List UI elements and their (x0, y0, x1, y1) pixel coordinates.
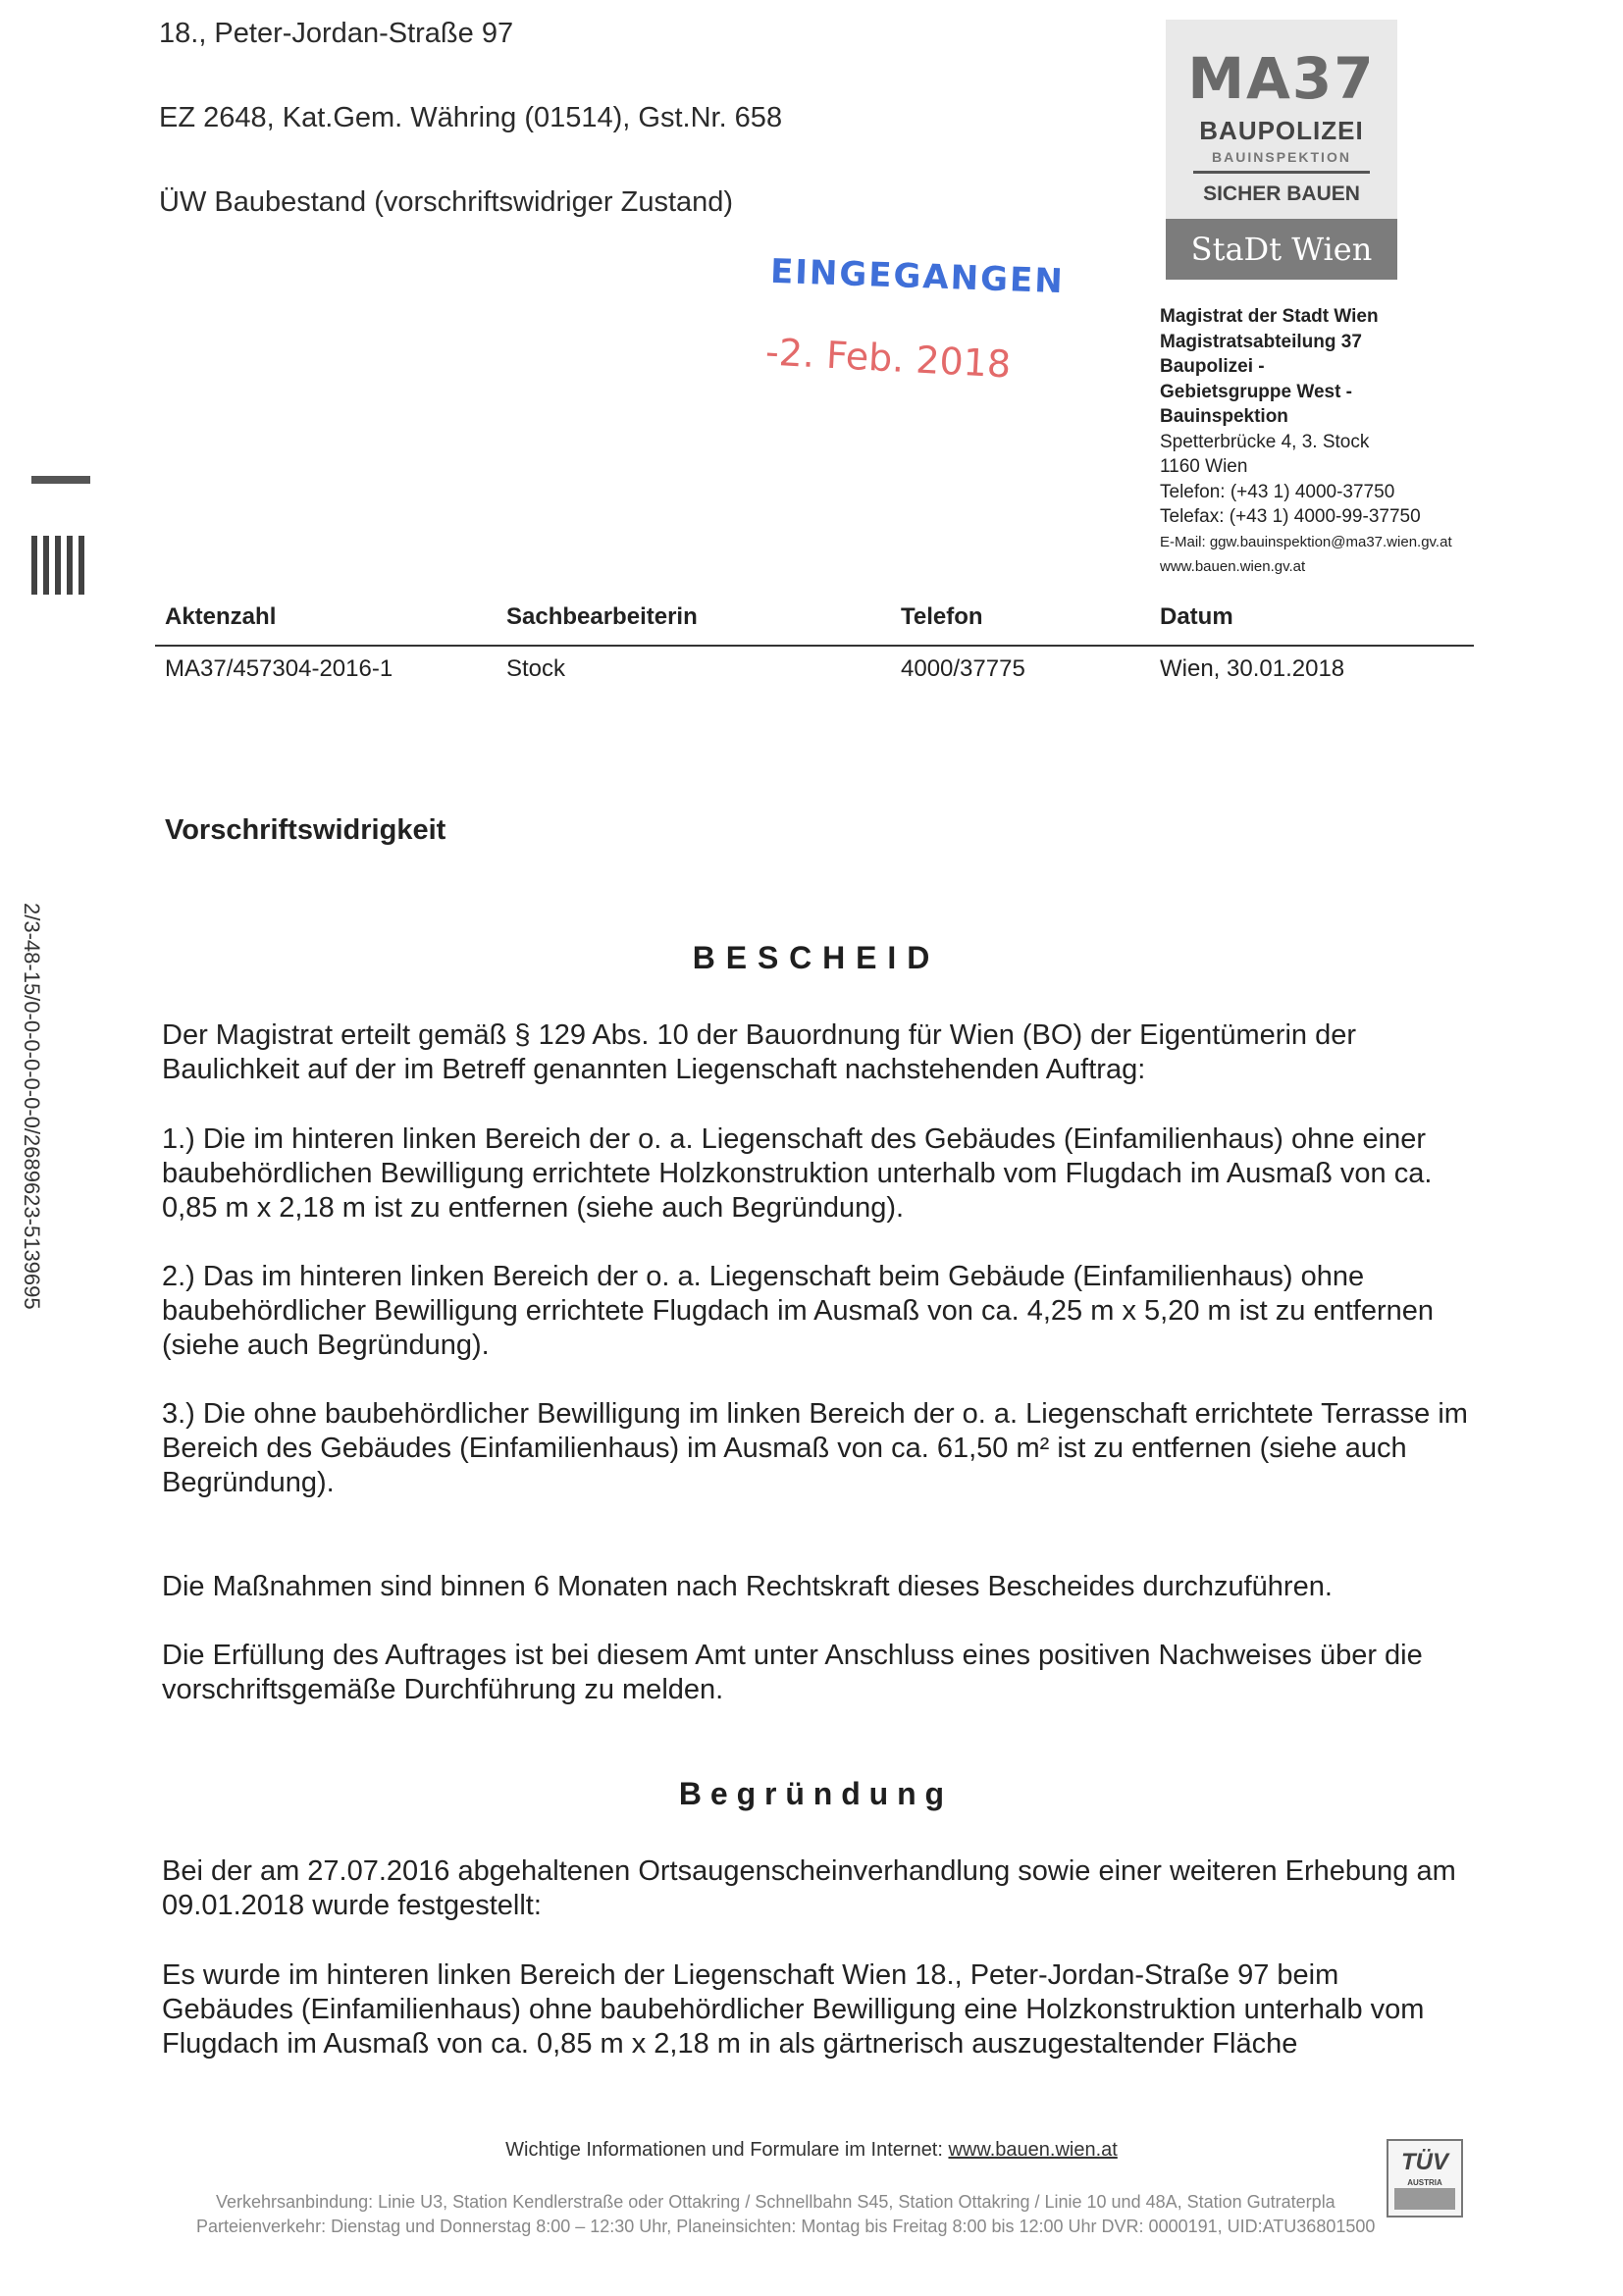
qr-code-icon (31, 536, 90, 595)
logo-ma37: MA37 (1187, 45, 1376, 112)
received-stamp: EINGEGANGEN (769, 251, 1066, 302)
value-sachbearbeiterin: Stock (506, 655, 566, 682)
value-datum: Wien, 30.01.2018 (1160, 655, 1345, 682)
office-line: Baupolizei - (1160, 356, 1265, 377)
header-datum: Datum (1160, 603, 1233, 630)
office-website: www.bauen.wien.gv.at (1160, 558, 1306, 575)
footer-info (0, 2139, 1623, 2162)
ma37-logo (1166, 20, 1397, 280)
office-address-block (1160, 304, 1484, 580)
reason-paragraph-1: Bei der am 27.07.2016 abgehaltenen Ortsaugenscheinverhandlung sowie einer weiteren Erhebung am 09.01.2018 wurde festgestellt: (162, 1855, 1456, 1921)
order-item-3: 3.) Die ohne baubehördlicher Bewilligung im linken Bereich der o. a. Liegenschaft errichtete Terrasse im Bereich des Gebäudes (Einfamilienhaus) im Ausmaß von ca. 61,50 m² ist zu entfernen (siehe auch Begründung). (162, 1398, 1468, 1498)
office-line: Magistrat der Stadt Wien (1160, 306, 1379, 327)
subject-heading: Vorschriftswidrigkeit (165, 814, 446, 846)
office-line: Bauinspektion (1160, 406, 1288, 427)
property-line: EZ 2648, Kat.Gem. Währing (01514), Gst.Nr. 658 (159, 102, 783, 133)
footer-transport: Verkehrsanbindung: Linie U3, Station Kendlerstraße oder Ottakring / Schnellbahn S45, Station Ottakring / Linie 10 und 48A, Station Gutraterpla (216, 2192, 1335, 2212)
table-divider (155, 645, 1474, 647)
document-id-code: 2/3-48-15/0-0-0-0-0-0-0/2689623-5139695 (20, 903, 44, 1310)
begruendung-heading: B e g r ü n d u n g (678, 1776, 945, 1811)
subject-line: ÜW Baubestand (vorschriftswidriger Zustand) (159, 186, 734, 218)
header-sachbearbeiterin: Sachbearbeiterin (506, 603, 698, 630)
footer-website-link[interactable]: www.bauen.wien.at (948, 2139, 1118, 2161)
header-aktenzahl: Aktenzahl (165, 603, 277, 630)
intro-paragraph: Der Magistrat erteilt gemäß § 129 Abs. 10 der Bauordnung für Wien (BO) der Eigentümerin der Baulichkeit auf der im Betreff genannten Liegenschaft nachstehenden Auftrag: (162, 1019, 1356, 1085)
tuv-logo-text: TÜV (1401, 2149, 1448, 2175)
footer-info-text: Wichtige Informationen und Formulare im Internet: (505, 2139, 949, 2161)
deadline-paragraph: Die Maßnahmen sind binnen 6 Monaten nach Rechtskraft dieses Bescheides durchzuführen. (162, 1571, 1333, 1602)
office-phone: Telefon: (+43 1) 4000-37750 (1160, 481, 1395, 502)
fulfillment-paragraph: Die Erfüllung des Auftrages ist bei diesem Amt unter Anschluss eines positiven Nachweises über die vorschriftsgemäße Durchführung zu melden. (162, 1640, 1423, 1705)
office-line: 1160 Wien (1160, 456, 1248, 477)
logo-divider (1193, 171, 1370, 174)
received-stamp-date: -2. Feb. 2018 (764, 330, 1013, 387)
office-line: Magistratsabteilung 37 (1160, 331, 1362, 352)
office-fax: Telefax: (+43 1) 4000-99-37750 (1160, 506, 1421, 527)
footer-office-hours: Parteienverkehr: Dienstag und Donnerstag 8:00 – 12:30 Uhr, Planeinsichten: Montag bis Freitag 8:00 bis 12:00 Uhr DVR: 0000191, UID:ATU36801500 (196, 2217, 1376, 2236)
fold-mark (31, 476, 90, 484)
logo-sicher-bauen: SICHER BAUEN (1203, 183, 1360, 205)
tuv-certification-logo (1387, 2139, 1463, 2218)
value-telefon: 4000/37775 (901, 655, 1025, 682)
office-line: Gebietsgruppe West - (1160, 381, 1353, 402)
value-aktenzahl: MA37/457304-2016-1 (165, 655, 393, 682)
order-item-1: 1.) Die im hinteren linken Bereich der o. a. Liegenschaft des Gebäudes (Einfamilienhaus) ohne einer baubehördlichen Bewilligung errichtete Holzkonstruktion unterhalb vom Flugdach im Ausmaß von ca. 0,85 m x 2,18 m ist zu entfernen (siehe auch Begründung). (162, 1123, 1433, 1224)
tuv-logo-subtext: AUSTRIA (1407, 2178, 1442, 2187)
order-item-2: 2.) Das im hinteren linken Bereich der o. a. Liegenschaft beim Gebäude (Einfamilienhaus) ohne baubehördlicher Bewilligung errichtete Flugdach im Ausmaß von ca. 4,25 m x 5,20 m ist zu entfernen (siehe auch Begründung). (162, 1261, 1435, 1361)
office-line: Spetterbrücke 4, 3. Stock (1160, 431, 1370, 452)
tuv-logo-band (1394, 2188, 1455, 2210)
office-email: E-Mail: ggw.bauinspektion@ma37.wien.gv.at (1160, 533, 1452, 550)
reason-paragraph-2: Es wurde im hinteren linken Bereich der Liegenschaft Wien 18., Peter-Jordan-Straße 97 beim Gebäudes (Einfamilienhaus) ohne baubehördlicher Bewilligung eine Holzkonstruktion unterhalb vom Flugdach im Ausmaß von ca. 0,85 m x 2,18 m in als gärtnerisch auszugestaltender Fläche (162, 1959, 1425, 2060)
header-telefon: Telefon (901, 603, 983, 630)
address-line: 18., Peter-Jordan-Straße 97 (159, 18, 514, 49)
bescheid-heading: B E S C H E I D (692, 940, 931, 975)
logo-stadt-wien: StaDt Wien (1166, 219, 1397, 280)
logo-bauinspektion: BAUINSPEKTION (1212, 149, 1351, 165)
logo-baupolizei: BAUPOLIZEI (1199, 116, 1364, 145)
